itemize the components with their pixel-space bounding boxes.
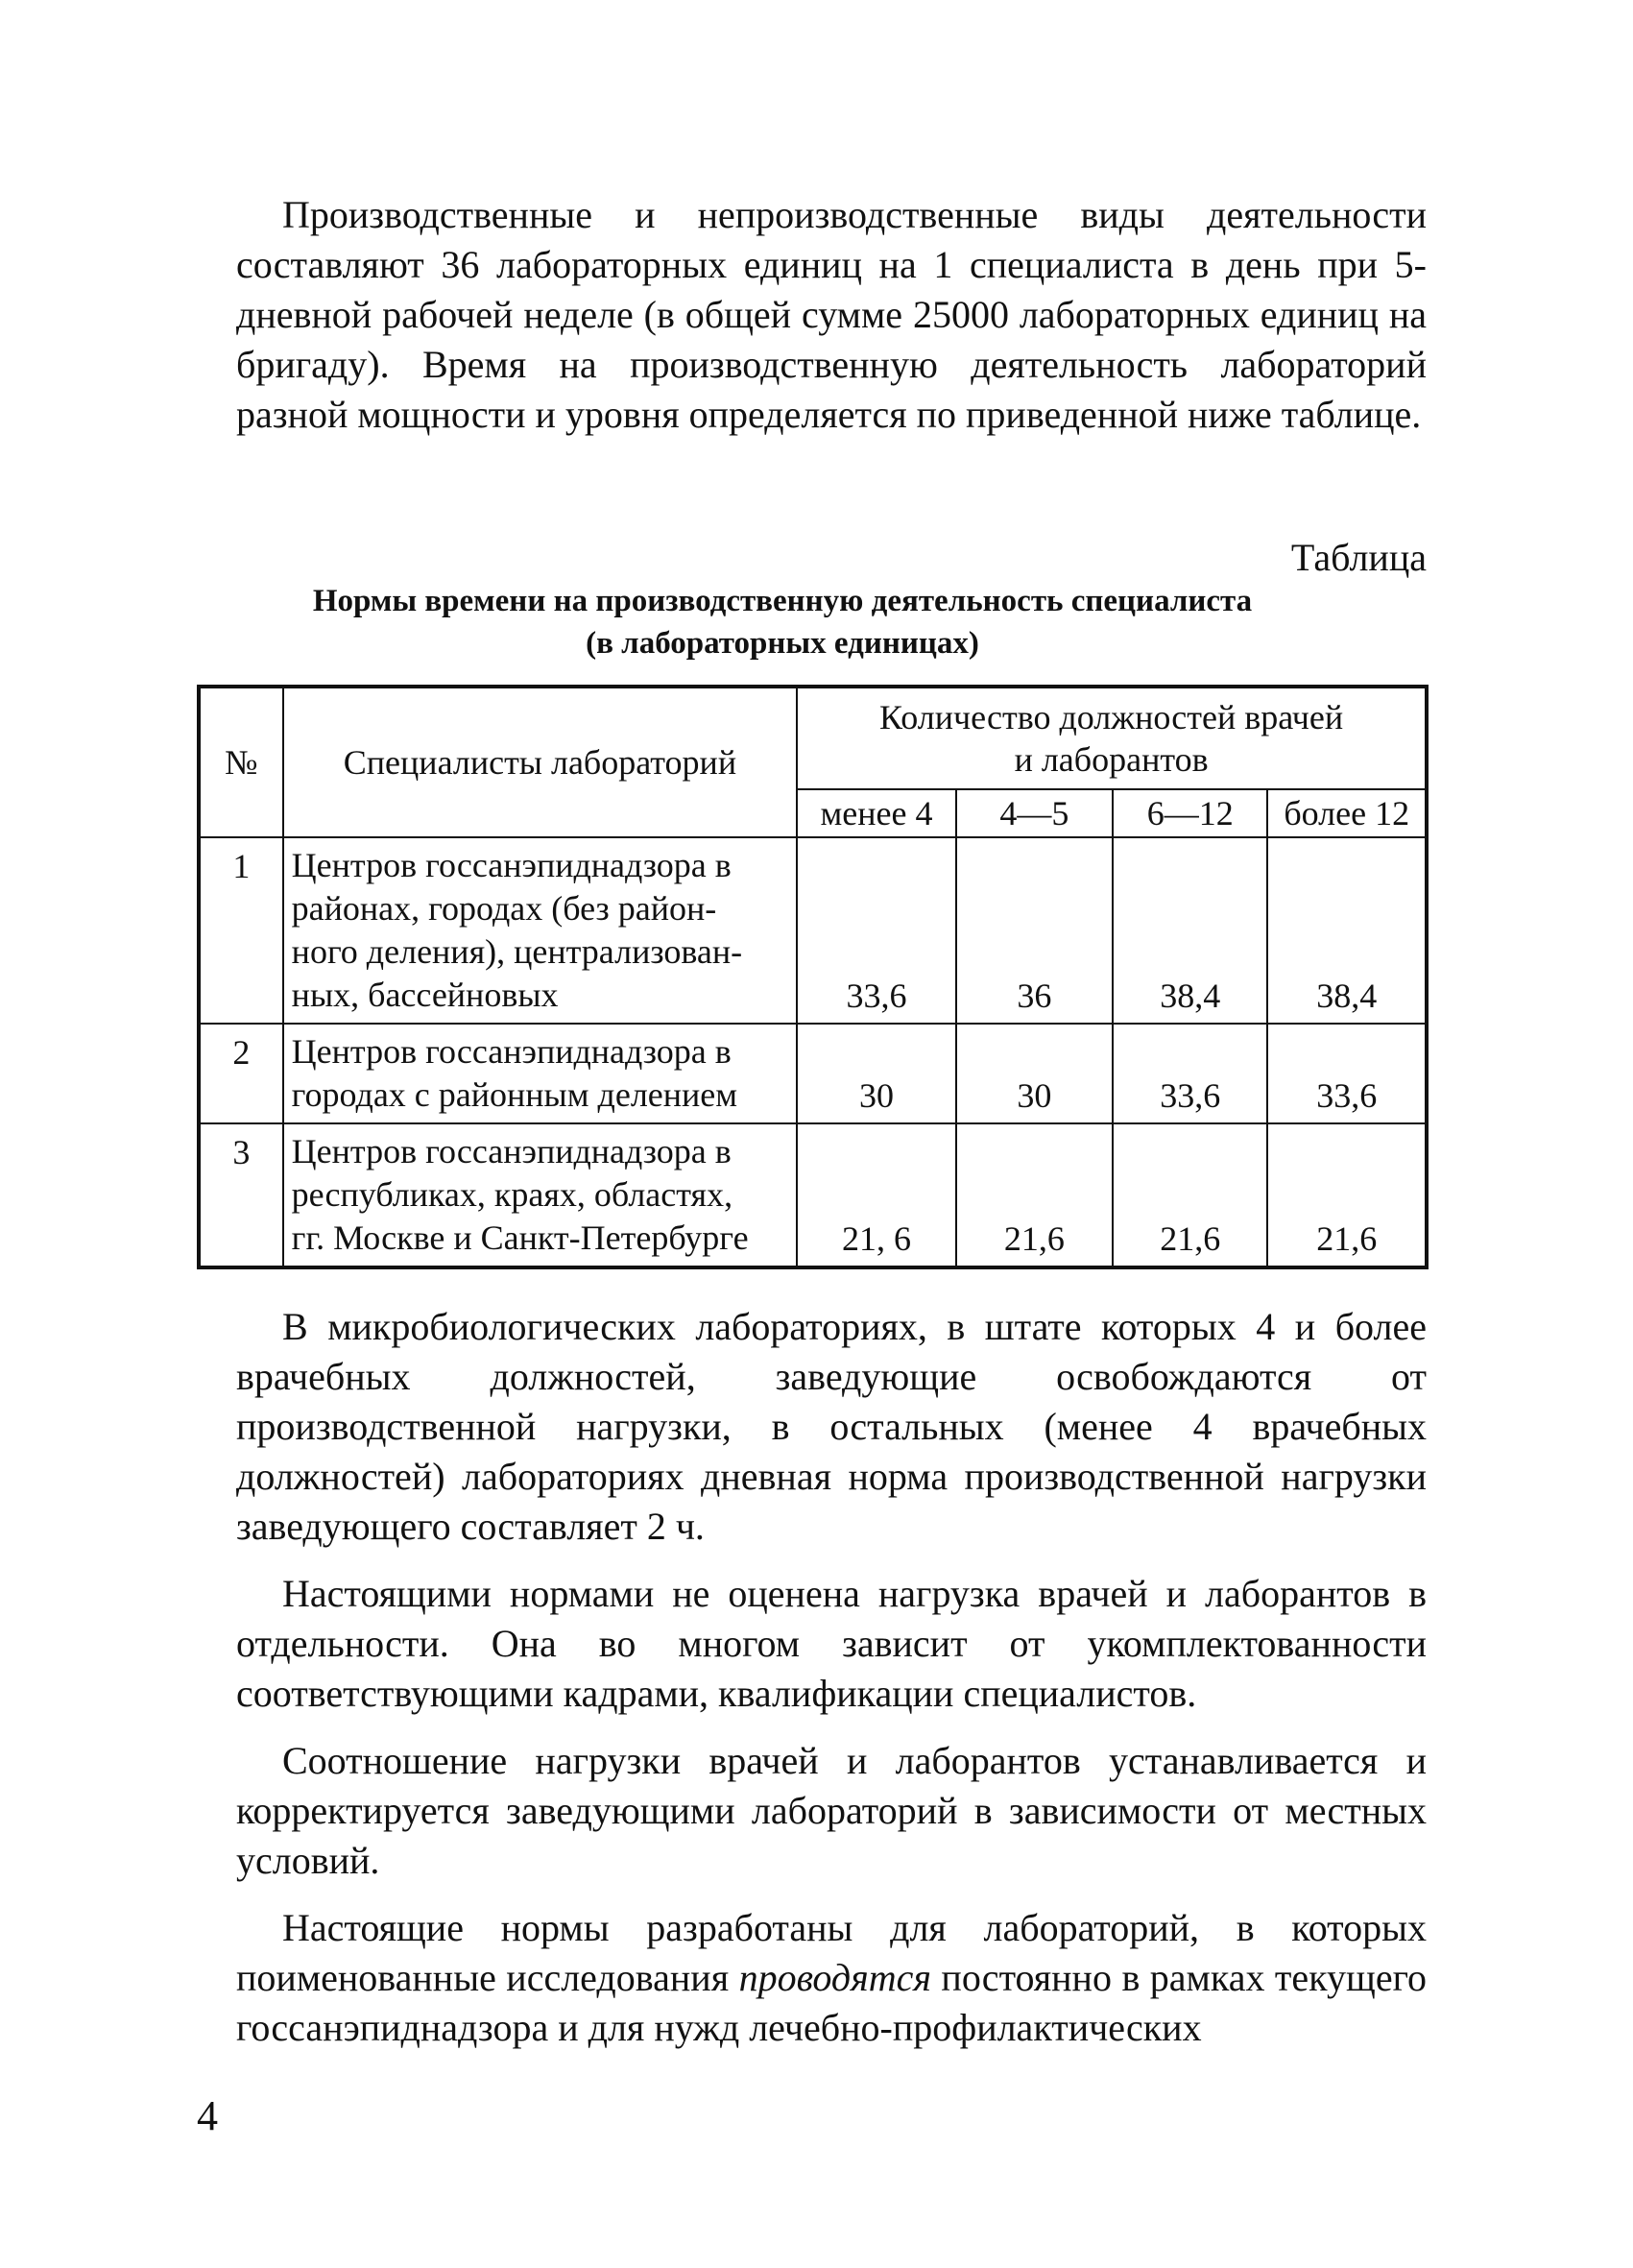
table-title-line-2: (в лабораторных единицах) bbox=[586, 626, 979, 661]
header-positions-line-2: и лаборантов bbox=[1014, 740, 1209, 779]
row-specialist bbox=[283, 1123, 798, 1267]
table-label: Таблица bbox=[1290, 536, 1427, 579]
header-positions-count bbox=[797, 687, 1427, 789]
value-cell: 36 bbox=[956, 837, 1113, 1024]
table-title bbox=[240, 580, 1325, 664]
value-cell: 33,6 bbox=[1267, 1024, 1427, 1123]
value-cell: 30 bbox=[956, 1024, 1113, 1123]
intro-paragraph-block bbox=[236, 190, 1427, 440]
value-cell: 38,4 bbox=[1113, 837, 1267, 1024]
page-number: 4 bbox=[197, 2092, 218, 2139]
specialist-line: ного деления), централизован- bbox=[291, 932, 743, 971]
header-group-gt12: более 12 bbox=[1267, 789, 1427, 837]
last-paragraph-emphasis: проводятся bbox=[738, 1956, 931, 1999]
body-paragraphs bbox=[236, 1302, 1427, 2070]
table-header-row bbox=[199, 687, 1427, 789]
intro-paragraph: Производственные и непроизводственные виды деятельности составляют 36 лабораторных единиц на 1 специалиста в день при 5-дневной рабочей неделе (в общей сумме 25000 лабораторных единиц на бригаду). Время на производственную деятельность лабораторий разной мощности и уровня определяется по приведенной ниже таблице. bbox=[236, 193, 1427, 436]
table-title-line-1: Нормы времени на производственную деятельность специалиста bbox=[312, 584, 1253, 618]
header-positions-line-1: Количество должностей врачей bbox=[879, 698, 1344, 736]
header-group-4-5: 4—5 bbox=[956, 789, 1113, 837]
header-group-lt4: менее 4 bbox=[797, 789, 956, 837]
row-specialist bbox=[283, 837, 798, 1024]
last-paragraph-start: Настоящие нормы разработаны для лабораторий, в которых поименованные исследования bbox=[236, 1906, 1427, 1999]
value-cell: 33,6 bbox=[1113, 1024, 1267, 1123]
row-specialist bbox=[283, 1024, 798, 1123]
value-cell: 30 bbox=[797, 1024, 956, 1123]
body-paragraph: Настоящими нормами не оценена нагрузка врачей и лаборантов в отдельности. Она во многом зависит от укомплектованности соответствующими кадрами, квалификации специалистов. bbox=[236, 1572, 1427, 1715]
specialist-line: районах, городах (без район- bbox=[291, 889, 717, 928]
value-cell: 21,6 bbox=[956, 1123, 1113, 1267]
specialist-line: гг. Москве и Санкт-Петербурге bbox=[291, 1218, 749, 1257]
value-cell: 21, 6 bbox=[797, 1123, 956, 1267]
value-cell: 33,6 bbox=[797, 837, 956, 1024]
specialist-line: городах с районным делением bbox=[291, 1075, 738, 1114]
body-paragraph: Соотношение нагрузки врачей и лаборантов устанавливается и корректируется заведующими лабораторий в зависимости от местных условий. bbox=[236, 1739, 1427, 1882]
norms-table bbox=[197, 685, 1429, 1269]
value-cell: 21,6 bbox=[1267, 1123, 1427, 1267]
specialist-line: Центров госсанэпиднадзора в bbox=[291, 846, 732, 884]
header-num: № bbox=[199, 687, 283, 837]
row-number: 3 bbox=[199, 1123, 283, 1267]
last-paragraph bbox=[236, 1903, 1427, 2053]
table-row bbox=[199, 837, 1427, 1024]
value-cell: 38,4 bbox=[1267, 837, 1427, 1024]
specialist-line: Центров госсанэпиднадзора в bbox=[291, 1032, 732, 1071]
table-row bbox=[199, 1024, 1427, 1123]
body-paragraph: В микробиологических лабораториях, в штате которых 4 и более врачебных должностей, заведующие освобождаются от производственной нагрузки, в остальных (менее 4 врачебных должностей) лабораториях дневная норма производственной нагрузки заведующего составляет 2 ч. bbox=[236, 1305, 1427, 1548]
table-row bbox=[199, 1123, 1427, 1267]
value-cell: 21,6 bbox=[1113, 1123, 1267, 1267]
specialist-line: Центров госсанэпиднадзора в bbox=[291, 1132, 732, 1170]
header-specialists: Специалисты лабораторий bbox=[283, 687, 798, 837]
last-paragraph-end: постоянно в рамках текущего госсанэпиднадзора и для нужд лечебно-профилактических bbox=[236, 1956, 1427, 2049]
row-number: 2 bbox=[199, 1024, 283, 1123]
row-number: 1 bbox=[199, 837, 283, 1024]
header-group-6-12: 6—12 bbox=[1113, 789, 1267, 837]
specialist-line: ных, бассейновых bbox=[291, 976, 559, 1014]
specialist-line: республиках, краях, областях, bbox=[291, 1175, 733, 1214]
